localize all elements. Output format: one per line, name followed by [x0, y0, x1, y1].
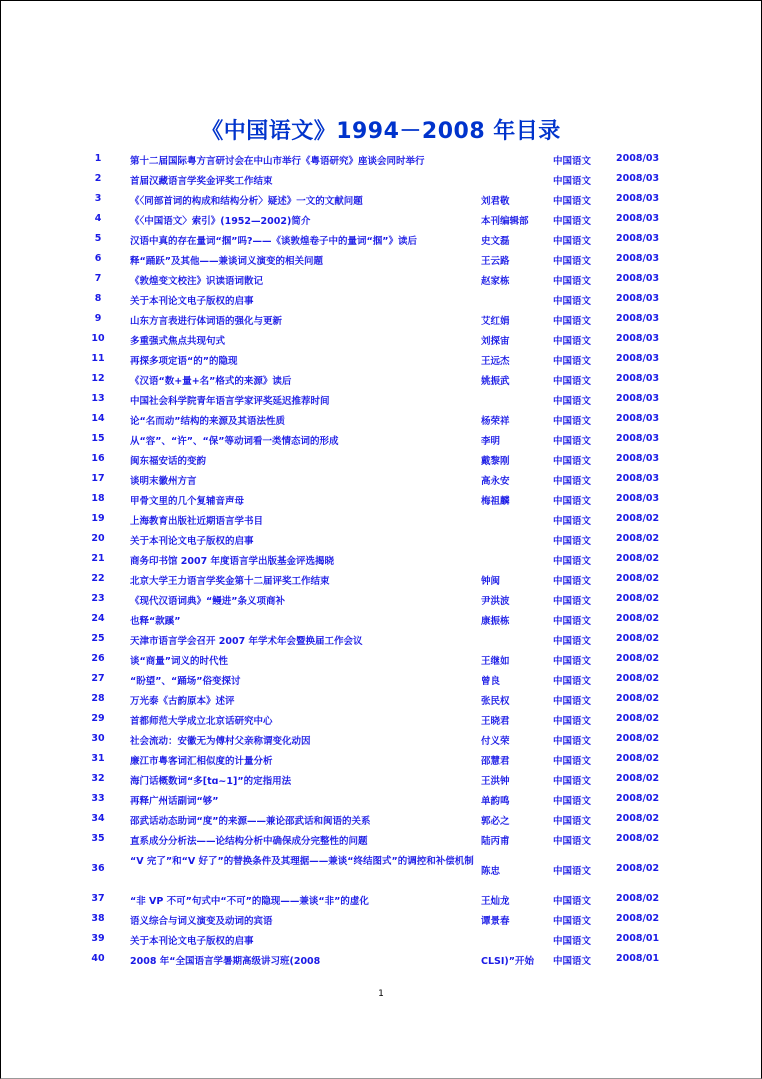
entry-date: 2008/02 [616, 733, 660, 744]
entry-date: 2008/02 [616, 673, 660, 684]
entry-number: 5 [94, 233, 102, 244]
entry-author: 康振栋 [481, 616, 510, 627]
catalog-row [0, 570, 762, 590]
entry-title: 北京大学王力语言学奖金第十二届评奖工作结束 [130, 576, 330, 587]
catalog-row [0, 390, 762, 410]
entry-date: 2008/02 [616, 513, 660, 524]
entry-number: 19 [91, 513, 105, 524]
entry-number: 28 [91, 693, 105, 704]
entry-journal: 中国语文 [553, 536, 592, 547]
entry-author: 王云路 [481, 256, 510, 267]
entry-journal: 中国语文 [553, 356, 592, 367]
entry-title: 论“名而动”结构的来源及其语法性质 [130, 416, 285, 427]
entry-author: 王晓君 [481, 716, 510, 727]
catalog-row [0, 550, 762, 570]
catalog-row [0, 850, 762, 890]
entry-date: 2008/03 [616, 353, 660, 364]
entry-number: 34 [91, 813, 105, 824]
entry-number: 9 [94, 313, 102, 324]
entry-number: 30 [91, 733, 105, 744]
entry-number: 1 [94, 153, 102, 164]
entry-author: 姚振武 [481, 376, 510, 387]
entry-journal: 中国语文 [553, 796, 592, 807]
entry-number: 17 [91, 473, 105, 484]
catalog-row [0, 650, 762, 670]
entry-title: 释“踊跃”及其他——兼谈词义演变的相关问题 [130, 256, 323, 267]
entry-author: 刘探宙 [481, 336, 510, 347]
entry-author: 史文磊 [481, 236, 510, 247]
entry-date: 2008/02 [616, 553, 660, 564]
catalog-row [0, 670, 762, 690]
entry-date: 2008/03 [616, 493, 660, 504]
entry-journal: 中国语文 [553, 696, 592, 707]
entry-date: 2008/02 [616, 753, 660, 764]
entry-author: 高永安 [481, 476, 510, 487]
entry-date: 2008/03 [616, 453, 660, 464]
entry-journal: 中国语文 [553, 516, 592, 527]
entry-number: 32 [91, 773, 105, 784]
entry-date: 2008/03 [616, 173, 660, 184]
entry-title: 从“容”、“许”、“保”等动词看一类情态词的形成 [130, 436, 339, 447]
entry-journal: 中国语文 [553, 776, 592, 787]
catalog-row [0, 170, 762, 190]
entry-title: 廉江市粤客词汇相似度的计量分析 [130, 756, 273, 767]
entry-journal: 中国语文 [553, 716, 592, 727]
entry-journal: 中国语文 [553, 656, 592, 667]
entry-number: 22 [91, 573, 105, 584]
entry-author: 王远杰 [481, 356, 510, 367]
entry-title: 关于本刊论文电子版权的启事 [130, 536, 254, 547]
entry-title: 商务印书馆 2007 年度语言学出版基金评选揭晓 [130, 556, 335, 567]
entry-title: 甲骨文里的几个复辅音声母 [130, 496, 245, 507]
entry-title: 闽东福安话的变韵 [130, 456, 207, 467]
entry-journal: 中国语文 [553, 676, 592, 687]
entry-number: 16 [91, 453, 105, 464]
entry-number: 39 [91, 933, 105, 944]
entry-date: 2008/02 [616, 693, 660, 704]
entry-author: 付义荣 [481, 736, 510, 747]
entry-author: 张民权 [481, 696, 510, 707]
entry-date: 2008/02 [616, 773, 660, 784]
catalog-row [0, 250, 762, 270]
entry-date: 2008/03 [616, 313, 660, 324]
entry-date: 2008/02 [616, 633, 660, 644]
entry-number: 29 [91, 713, 105, 724]
entry-date: 2008/03 [616, 393, 660, 404]
entry-title: 首都师范大学成立北京话研究中心 [130, 716, 273, 727]
catalog-row [0, 530, 762, 550]
entry-date: 2008/03 [616, 433, 660, 444]
entry-journal: 中国语文 [553, 316, 592, 327]
entry-journal: 中国语文 [553, 556, 592, 567]
entry-number: 37 [91, 893, 105, 904]
entry-journal: 中国语文 [553, 476, 592, 487]
entry-author: 谭景春 [481, 916, 510, 927]
entry-date: 2008/03 [616, 473, 660, 484]
entry-number: 38 [91, 913, 105, 924]
entry-number: 40 [91, 953, 105, 964]
catalog-row [0, 150, 762, 170]
catalog-row [0, 310, 762, 330]
catalog-row [0, 190, 762, 210]
entry-number: 35 [91, 833, 105, 844]
catalog-row [0, 950, 762, 970]
entry-number: 3 [94, 193, 102, 204]
entry-journal: 中国语文 [553, 216, 592, 227]
entry-author: 陈忠 [481, 866, 501, 877]
entry-author: 李明 [481, 436, 501, 447]
entry-title: 《〈同部首词的构成和结构分析〉疑述》一文的文献问题 [130, 196, 363, 207]
entry-journal: 中国语文 [553, 236, 592, 247]
entry-journal: 中国语文 [553, 456, 592, 467]
entry-number: 6 [94, 253, 102, 264]
catalog-row [0, 210, 762, 230]
entry-date: 2008/02 [616, 793, 660, 804]
entry-title: “V 完了”和“V 好了”的替换条件及其理据——兼谈“终结图式”的调控和补偿机制 [130, 856, 474, 867]
entry-author: 王继如 [481, 656, 510, 667]
entry-author: 曾良 [481, 676, 501, 687]
entry-journal: 中国语文 [553, 916, 592, 927]
entry-number: 27 [91, 673, 105, 684]
catalog-row [0, 750, 762, 770]
entry-journal: 中国语文 [553, 576, 592, 587]
entry-number: 13 [91, 393, 105, 404]
entry-title: 《汉语“数+量+名”格式的来源》读后 [130, 376, 292, 387]
entry-title: 谈“商量”词义的时代性 [130, 656, 228, 667]
entry-author: 郭必之 [481, 816, 510, 827]
entry-date: 2008/02 [616, 533, 660, 544]
catalog-row [0, 790, 762, 810]
entry-date: 2008/02 [616, 893, 660, 904]
entry-title: 再释广州话副词“够” [130, 796, 219, 807]
entry-date: 2008/03 [616, 333, 660, 344]
catalog-list [0, 150, 762, 970]
entry-author: 本刊编辑部 [481, 216, 529, 227]
entry-author: 陆丙甫 [481, 836, 510, 847]
catalog-row [0, 470, 762, 490]
entry-author: 刘君敬 [481, 196, 510, 207]
catalog-row [0, 830, 762, 850]
entry-title: 首届汉藏语言学奖金评奖工作结束 [130, 176, 273, 187]
entry-journal: 中国语文 [553, 336, 592, 347]
entry-date: 2008/02 [616, 573, 660, 584]
entry-title: 语义综合与词义演变及动词的宾语 [130, 916, 273, 927]
entry-journal: 中国语文 [553, 636, 592, 647]
entry-journal: 中国语文 [553, 256, 592, 267]
entry-date: 2008/02 [616, 713, 660, 724]
catalog-row [0, 910, 762, 930]
entry-date: 2008/03 [616, 373, 660, 384]
entry-title: 上海教育出版社近期语言学书目 [130, 516, 264, 527]
entry-number: 2 [94, 173, 102, 184]
entry-title: 直系成分分析法——论结构分析中确保成分完整性的问题 [130, 836, 368, 847]
entry-journal: 中国语文 [553, 896, 592, 907]
entry-date: 2008/03 [616, 293, 660, 304]
catalog-row [0, 730, 762, 750]
entry-journal: 中国语文 [553, 156, 592, 167]
entry-number: 4 [94, 213, 102, 224]
catalog-row [0, 610, 762, 630]
entry-number: 25 [91, 633, 105, 644]
entry-author: 钟闽 [481, 576, 501, 587]
entry-journal: 中国语文 [553, 836, 592, 847]
entry-journal: 中国语文 [553, 596, 592, 607]
catalog-row [0, 370, 762, 390]
catalog-row [0, 810, 762, 830]
entry-title: 邵武话动态助词“度”的来源——兼论邵武话和闽语的关系 [130, 816, 371, 827]
entry-number: 18 [91, 493, 105, 504]
entry-date: 2008/01 [616, 933, 660, 944]
entry-author: 邵慧君 [481, 756, 510, 767]
entry-number: 24 [91, 613, 105, 624]
entry-number: 36 [91, 863, 105, 874]
entry-number: 20 [91, 533, 105, 544]
entry-date: 2008/02 [616, 833, 660, 844]
entry-author: 尹洪波 [481, 596, 510, 607]
catalog-row [0, 590, 762, 610]
entry-date: 2008/02 [616, 593, 660, 604]
entry-date: 2008/03 [616, 273, 660, 284]
entry-author: 艾红娟 [481, 316, 510, 327]
entry-date: 2008/03 [616, 193, 660, 204]
entry-date: 2008/03 [616, 413, 660, 424]
entry-title: 《〈中国语文〉索引》(1952—2002)简介 [130, 216, 311, 227]
entry-author: 戴黎刚 [481, 456, 510, 467]
entry-journal: 中国语文 [553, 176, 592, 187]
entry-date: 2008/02 [616, 813, 660, 824]
entry-number: 11 [91, 353, 105, 364]
entry-number: 7 [94, 273, 102, 284]
catalog-row [0, 450, 762, 470]
entry-title: 中国社会科学院青年语言学家评奖延迟推荐时间 [130, 396, 330, 407]
entry-journal: 中国语文 [553, 756, 592, 767]
entry-title: 再探多项定语“的”的隐现 [130, 356, 238, 367]
entry-journal: 中国语文 [553, 736, 592, 747]
entry-title: 社会流动：安徽无为傅村父亲称谓变化动因 [130, 736, 311, 747]
catalog-row [0, 930, 762, 950]
entry-author: 王灿龙 [481, 896, 510, 907]
entry-number: 8 [94, 293, 102, 304]
entry-journal: 中国语文 [553, 196, 592, 207]
catalog-row [0, 430, 762, 450]
entry-author: CLSI)”开始 [481, 956, 534, 967]
catalog-row [0, 490, 762, 510]
entry-journal: 中国语文 [553, 276, 592, 287]
catalog-row [0, 770, 762, 790]
catalog-row [0, 330, 762, 350]
catalog-row [0, 270, 762, 290]
entry-date: 2008/03 [616, 153, 660, 164]
entry-number: 21 [91, 553, 105, 564]
catalog-row [0, 690, 762, 710]
entry-date: 2008/01 [616, 953, 660, 964]
entry-author: 王洪钟 [481, 776, 510, 787]
entry-journal: 中国语文 [553, 956, 592, 967]
entry-journal: 中国语文 [553, 816, 592, 827]
entry-title: 第十二届国际粤方言研讨会在中山市举行《粤语研究》座谈会同时举行 [130, 156, 425, 167]
entry-journal: 中国语文 [553, 936, 592, 947]
entry-journal: 中国语文 [553, 496, 592, 507]
entry-author: 单韵鸣 [481, 796, 510, 807]
entry-title: 汉语中真的存在量词“掴”吗?——《谈敦煌卷子中的量词“掴”》读后 [130, 236, 417, 247]
entry-title: 万光泰《古韵原本》述评 [130, 696, 235, 707]
entry-title: 2008 年“全国语言学暑期高级讲习班(2008 [130, 956, 321, 967]
entry-number: 12 [91, 373, 105, 384]
catalog-row [0, 350, 762, 370]
entry-number: 14 [91, 413, 105, 424]
catalog-row [0, 510, 762, 530]
entry-date: 2008/02 [616, 653, 660, 664]
entry-title: “盼望”、“踊场”俗变探讨 [130, 676, 241, 687]
entry-title: 也释“款蹊” [130, 616, 181, 627]
entry-date: 2008/03 [616, 233, 660, 244]
catalog-row [0, 630, 762, 650]
entry-number: 26 [91, 653, 105, 664]
entry-journal: 中国语文 [553, 436, 592, 447]
entry-journal: 中国语文 [553, 376, 592, 387]
catalog-row [0, 230, 762, 250]
entry-journal: 中国语文 [553, 296, 592, 307]
entry-date: 2008/02 [616, 913, 660, 924]
entry-number: 23 [91, 593, 105, 604]
entry-title: 海门话概数词“多[tɑ~1]”的定指用法 [130, 776, 292, 787]
entry-number: 10 [91, 333, 105, 344]
entry-author: 梅祖麟 [481, 496, 510, 507]
catalog-row [0, 710, 762, 730]
entry-title: 谈明末徽州方言 [130, 476, 197, 487]
entry-number: 15 [91, 433, 105, 444]
entry-title: 山东方言表进行体词语的强化与更新 [130, 316, 283, 327]
entry-journal: 中国语文 [553, 396, 592, 407]
entry-title: 关于本刊论文电子版权的启事 [130, 296, 254, 307]
document-title: 《中国语文》1994－2008 年目录 [201, 119, 561, 144]
entry-number: 33 [91, 793, 105, 804]
entry-date: 2008/02 [616, 863, 660, 874]
entry-journal: 中国语文 [553, 616, 592, 627]
entry-journal: 中国语文 [553, 866, 592, 877]
page-number: 1 [378, 989, 384, 999]
entry-title: 《现代汉语词典》“鳗进”条义项商补 [130, 596, 285, 607]
catalog-row [0, 410, 762, 430]
entry-author: 赵家栋 [481, 276, 510, 287]
entry-date: 2008/03 [616, 253, 660, 264]
catalog-row [0, 890, 762, 910]
entry-title: 关于本刊论文电子版权的启事 [130, 936, 254, 947]
entry-author: 杨荣祥 [481, 416, 510, 427]
entry-title: “非 VP 不可”句式中“不可”的隐现——兼谈“非”的虚化 [130, 896, 369, 907]
entry-date: 2008/03 [616, 213, 660, 224]
entry-journal: 中国语文 [553, 416, 592, 427]
catalog-row [0, 290, 762, 310]
entry-title: 天津市语言学会召开 2007 年学术年会暨换届工作会议 [130, 636, 363, 647]
entry-number: 31 [91, 753, 105, 764]
entry-title: 多重强式焦点共现句式 [130, 336, 226, 347]
entry-title: 《敦煌变文校注》识读语词散记 [130, 276, 264, 287]
entry-date: 2008/02 [616, 613, 660, 624]
